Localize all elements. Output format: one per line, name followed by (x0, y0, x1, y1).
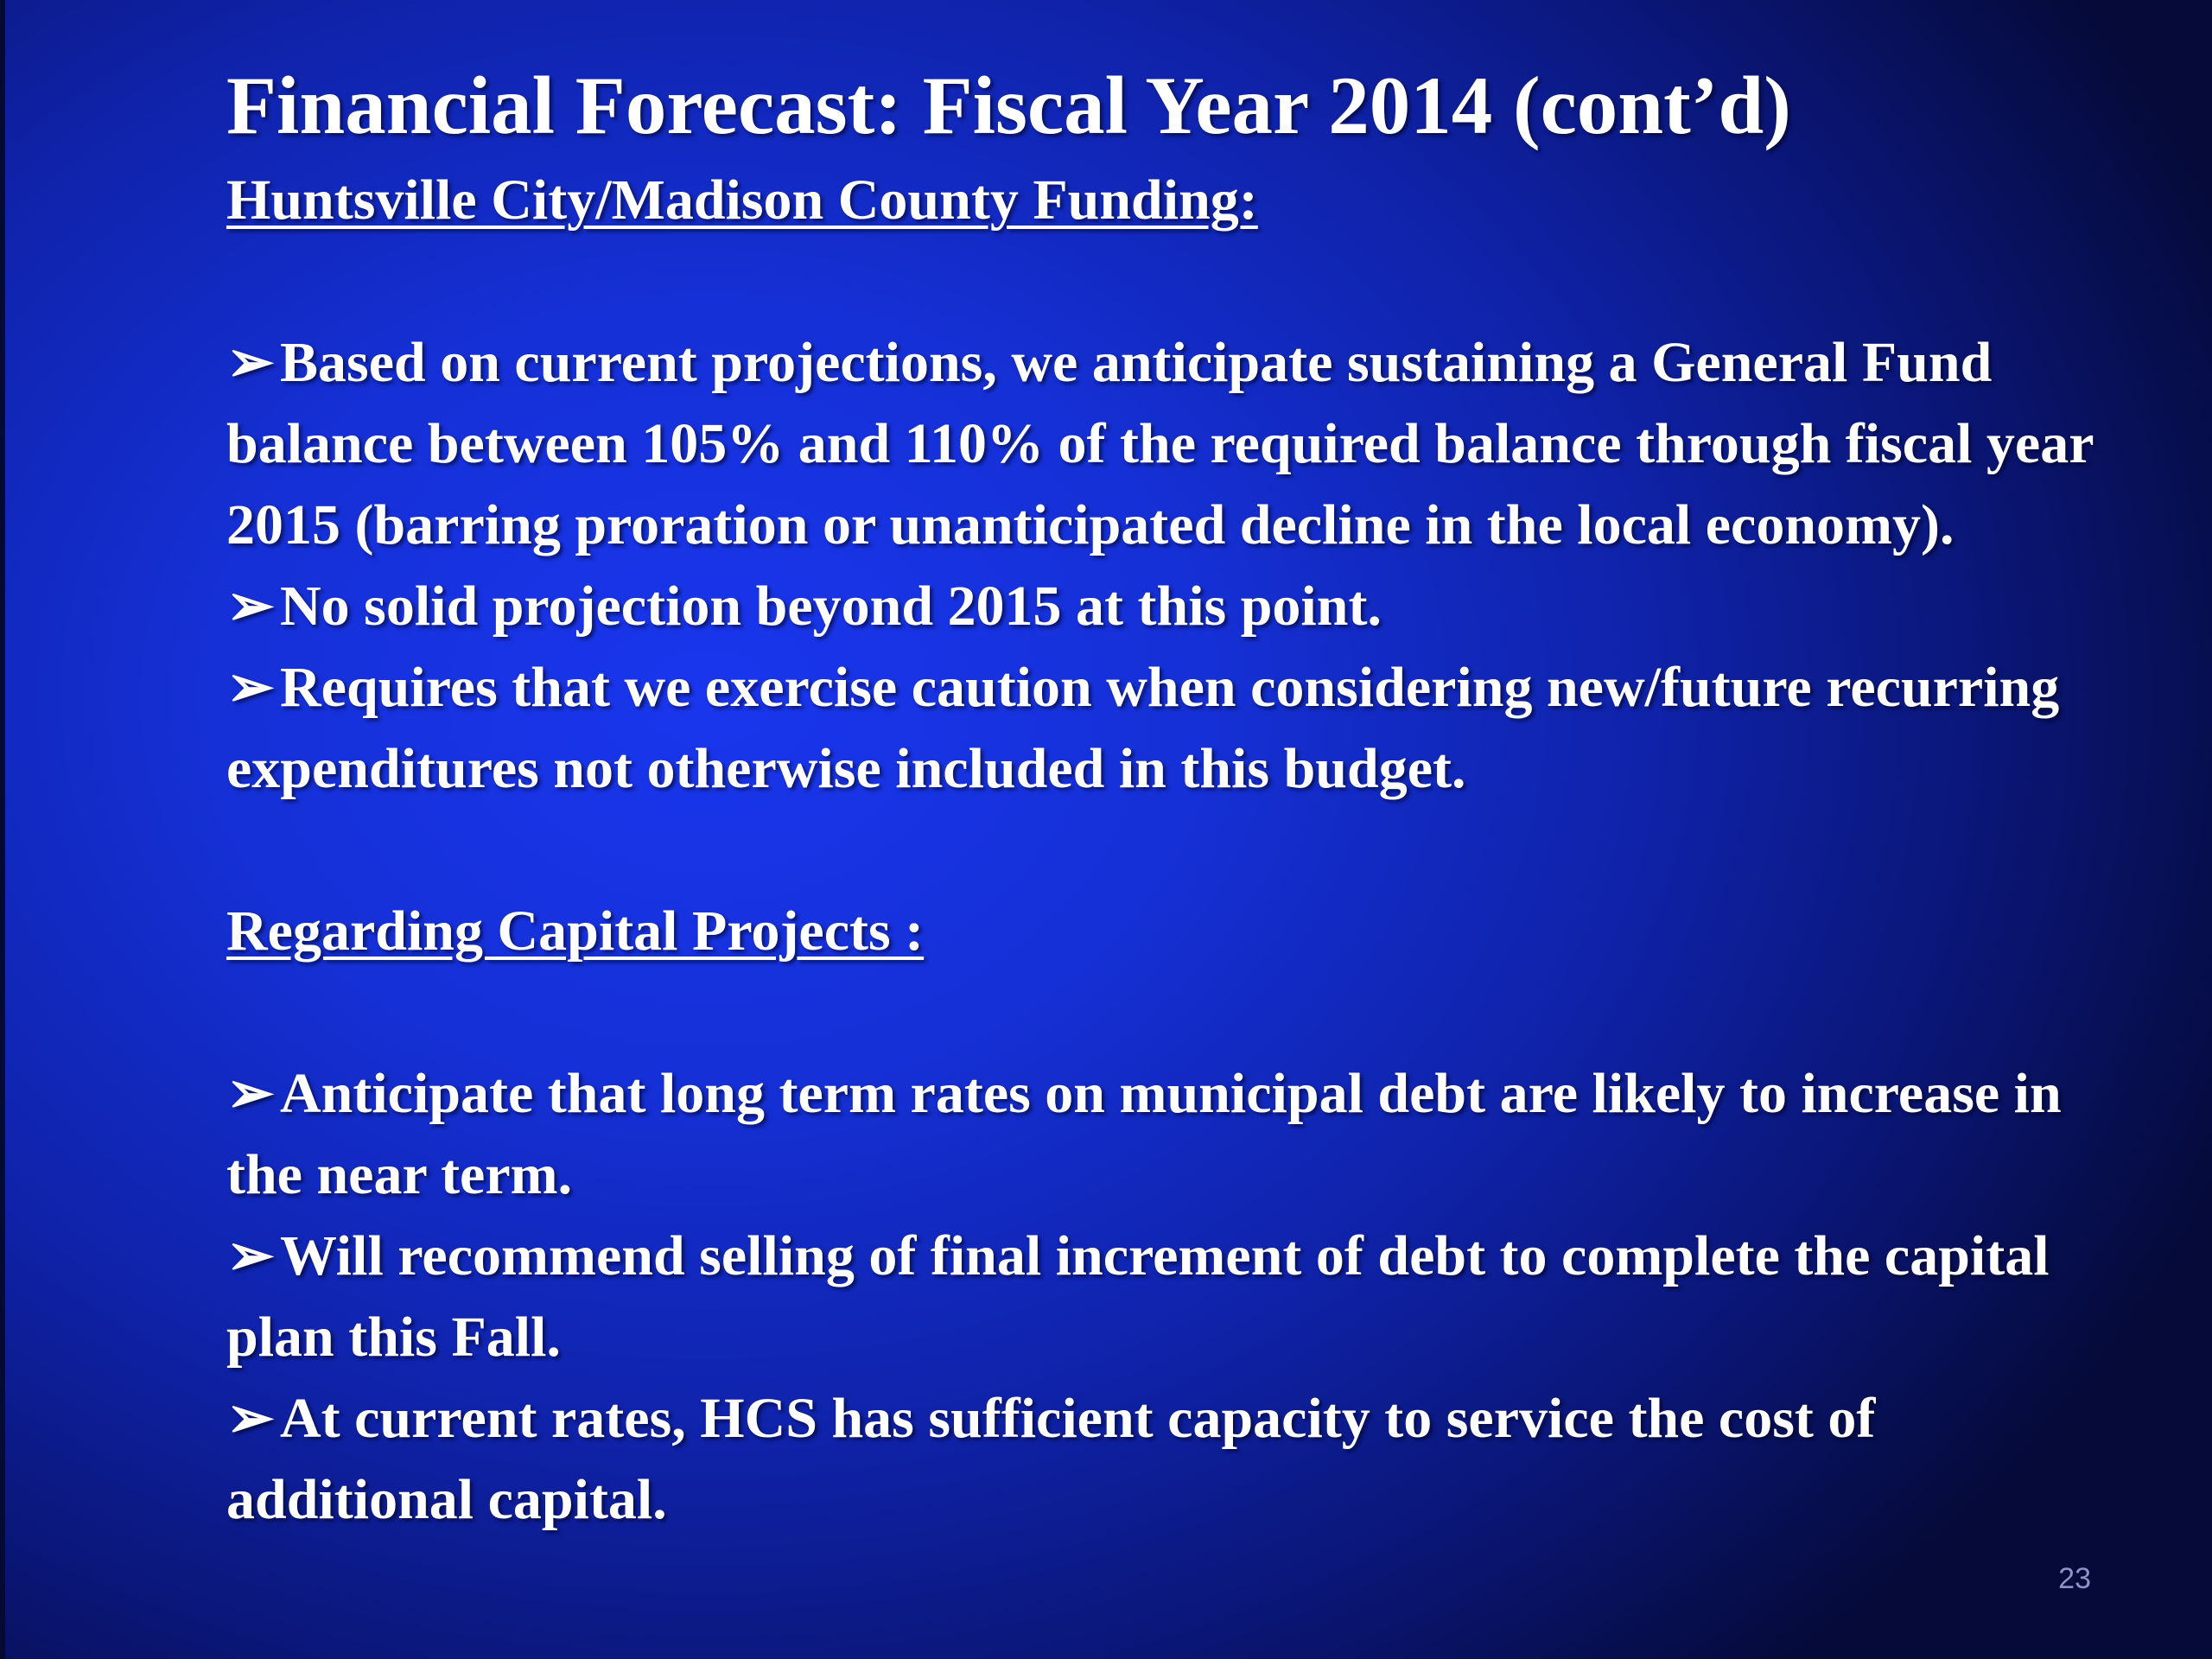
spacer (226, 241, 2127, 322)
arrow-bullet-icon: ➢ (226, 1387, 275, 1450)
bullet-text: Anticipate that long term rates on municipal debt are likely to increase in the near term. (226, 1062, 2062, 1206)
section-heading-capital: Regarding Capital Projects : (226, 899, 925, 963)
arrow-bullet-icon: ➢ (226, 331, 275, 394)
arrow-bullet-icon: ➢ (226, 1062, 275, 1125)
page-number: 23 (2058, 1562, 2091, 1595)
spacer (226, 972, 2127, 1053)
arrow-bullet-icon: ➢ (226, 575, 275, 638)
slide-edge (0, 0, 5, 1659)
bullet-text: Will recommend selling of final increment of debt to complete the capital plan this Fall. (226, 1224, 2050, 1369)
arrow-bullet-icon: ➢ (226, 1224, 275, 1287)
bullet-item (226, 647, 2127, 810)
bullet-item (226, 566, 2127, 647)
bullet-text: Based on current projections, we anticipate sustaining a General Fund balance between 105% and 110% of the required balance through fiscal year 2015 (barring proration or unanticipated decline in the local economy). (226, 331, 2094, 556)
bullet-text: At current rates, HCS has sufficient capacity to service the cost of additional capital. (226, 1387, 1876, 1531)
arrow-bullet-icon: ➢ (226, 656, 275, 719)
section-heading-funding: Huntsville City/Madison County Funding: (226, 168, 1258, 232)
bullet-item (226, 1053, 2127, 1216)
bullet-item (226, 1216, 2127, 1378)
bullet-text: No solid projection beyond 2015 at this point. (280, 575, 1382, 638)
slide-title: Financial Forecast: Fiscal Year 2014 (cont’d) (226, 60, 1791, 151)
bullet-text: Requires that we exercise caution when considering new/future recurring expenditures not otherwise included in this budget. (226, 656, 2060, 800)
bullet-item (226, 1378, 2127, 1541)
spacer (226, 810, 2127, 891)
bullet-item (226, 322, 2127, 566)
slide-content (226, 52, 2127, 1541)
